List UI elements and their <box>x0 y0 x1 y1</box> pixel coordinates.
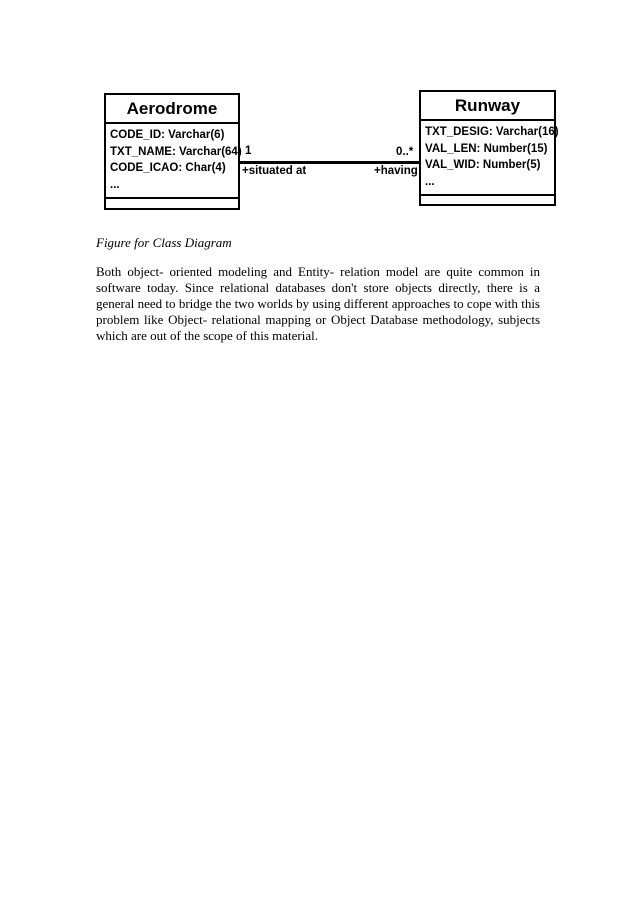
attribute-txt-name: TXT_NAME: Varchar(64) <box>110 145 242 158</box>
right-multiplicity: 0..* <box>396 146 414 158</box>
runway-attributes <box>421 121 559 196</box>
attribute-val-wid: VAL_WID: Number(5) <box>425 159 541 171</box>
aerodrome-class-name: Aerodrome <box>106 95 238 124</box>
figure-caption: Figure for Class Diagram <box>96 235 232 250</box>
attribute-ellipsis: ... <box>110 178 120 191</box>
runway-class-name: Runway <box>421 92 554 121</box>
attribute-code-icao: CODE_ICAO: Char(4) <box>110 162 226 174</box>
body-paragraph: Both object- oriented modeling and Entity- relation model are quite common in software today. Since relational databases don't store objects directly, there is a general need to bridge the two worlds by using different approaches to cope with this problem like Object- relational mapping or Object Database methodology, subjects which are out of the scope of this material. <box>96 264 540 343</box>
aerodrome-class-box <box>104 93 240 210</box>
attribute-code-id: CODE_ID: Varchar(6) <box>110 129 225 141</box>
left-role-label: +situated at <box>242 165 307 177</box>
runway-class-box <box>419 90 559 206</box>
aerodrome-attributes <box>106 124 242 199</box>
aerodrome-operations <box>106 199 238 207</box>
attribute-txt-desig: TXT_DESIG: Varchar(16) <box>425 126 559 138</box>
attribute-val-len: VAL_LEN: Number(15) <box>425 142 548 155</box>
attribute-ellipsis: ... <box>425 175 435 188</box>
left-multiplicity: 1 <box>245 145 252 157</box>
runway-operations <box>421 196 554 204</box>
right-role-label: +having <box>374 165 418 177</box>
